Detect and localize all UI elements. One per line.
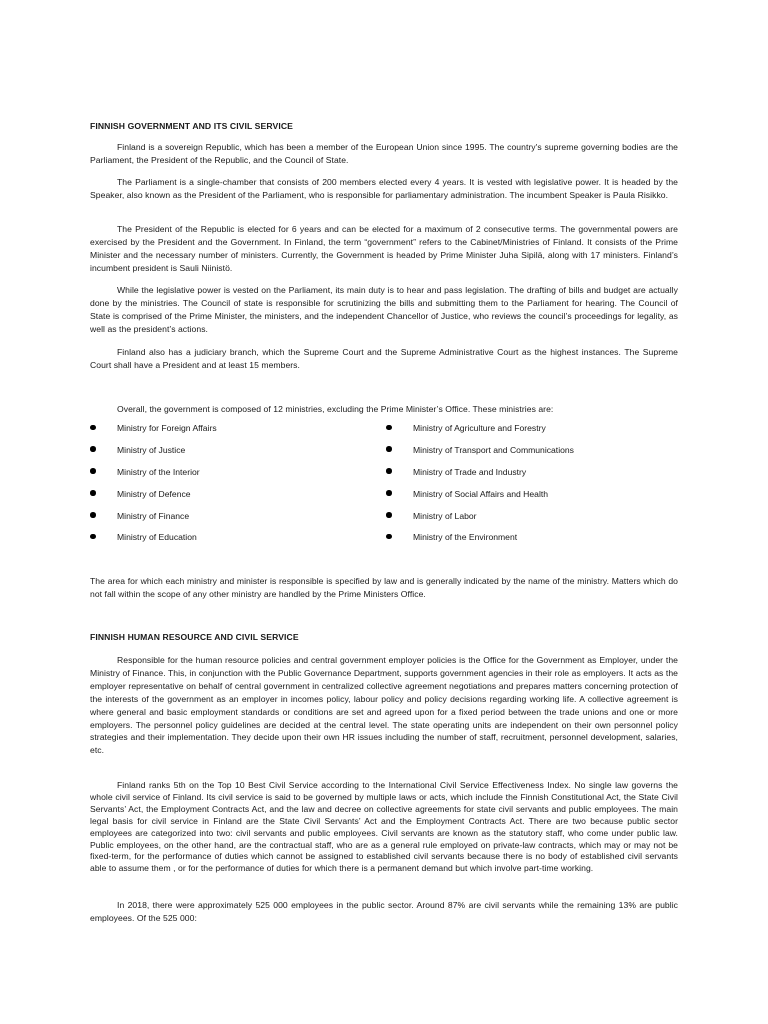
ministry-label: Ministry of the Environment <box>413 532 518 543</box>
paragraph-president: The President of the Republic is elected for 6 years and can be elected for a maximum of 2 consecutive terms. The governmental powers are exercised by the President and the Government. In Finland, the term “government” refers to the Cabinet/Ministries of Finland. It consists of the Prime Minister and the necessary number of ministers. Currently, the Government is headed by Prime Minister Juha Sipilä, along with 17 ministers. Finland’s incumbent president is Sauli Niinistö. <box>90 224 678 273</box>
ministry-label: Ministry of Social Affairs and Health <box>413 488 549 499</box>
list-item <box>90 488 350 510</box>
bullet-icon <box>386 425 392 431</box>
ministry-label: Ministry of Agriculture and Forestry <box>413 423 546 433</box>
bullet-icon <box>386 446 392 452</box>
paragraph-hr-policies: Responsible for the human resource policies and central government employer policies is the Office for the Government as Employer, under the Ministry of Finance. This, in conjunction with the Public Governance Department, supports government agencies in their role as employers. It acts as the employer representative on behalf of central government in centralized collective agreement negotiations and prepares matters concerning protection of the interests of the government as an employer in incomes policy, labour policy and policy decisions regarding working life. A collective agreement is where general and basic employment standards or conditions are set and agreed upon for a fixed period between the trade unions and one or more employers. The personnel policy guidelines are decided at the central level. The state operating units are independent on their own personnel policy strategies and their implementation. They decide upon their own HR issues including the number of staff, recruitment, personnel development, salaries, etc. <box>90 655 678 756</box>
bullet-icon <box>90 512 96 518</box>
paragraph-civil-service-laws: Finland ranks 5th on the Top 10 Best Civil Service according to the International Civil Service Effectiveness Index. No single law governs the whole civil service of Finland. Its civil service is said to be governed by multiple laws or acts, which include the Finnish Constitutional Act, the State Civil Servants’ Act, the Employment Contracts Act, and the law and decree on collective agreements for state civil servants and public employees. The main legal basis for civil service in Finland are the State Civil Servants’ Act and the Employment Contracts Act. There are two because public sector employees are categorized into two: civil servants and public employees. Civil servants are known as the statutory staff, who come under public law. Public employees, on the other hand, are the contractual staff, who are as a general rule employed on private-law contracts, which may or may not be fixed-term, for the performance of duties which cannot be assigned to established civil servants because there is no body of established civil servants able to assume them , or for the performance of duties for which there is a permanent demand but which involve part-time working. <box>90 780 678 874</box>
bullet-icon <box>90 490 96 496</box>
list-item <box>386 510 646 532</box>
ministries-list-left <box>90 422 350 553</box>
ministry-label: Ministry of the Interior <box>117 466 200 477</box>
list-item <box>90 531 350 553</box>
list-item <box>386 422 646 444</box>
list-item <box>90 510 350 532</box>
ministry-label: Ministry of Transport and Communications <box>413 444 574 455</box>
bullet-icon <box>90 468 96 474</box>
list-item <box>386 466 646 488</box>
ministry-label: Ministry of Education <box>117 532 197 543</box>
ministry-label: Ministry of Trade and Industry <box>413 466 527 477</box>
paragraph-judiciary: Finland also has a judiciary branch, which the Supreme Court and the Supreme Administrative Court as the highest instances. The Supreme Court shall have a President and at least 15 members. <box>90 347 678 370</box>
bullet-icon <box>386 468 392 474</box>
bullet-icon <box>386 512 392 518</box>
list-item <box>90 466 350 488</box>
list-item <box>386 488 646 510</box>
bullet-icon <box>90 446 96 452</box>
list-item <box>90 444 350 466</box>
list-item <box>90 422 350 444</box>
paragraph-ministry-responsibility: The area for which each ministry and minister is responsible is specified by law and is generally indicated by the name of the ministry. Matters which do not fall within the scope of any other ministry are handled by the Prime Ministers Office. <box>90 576 678 599</box>
bullet-icon <box>90 425 96 431</box>
list-item <box>386 531 646 553</box>
ministry-label: Ministry of Defence <box>117 488 191 499</box>
ministry-label: Ministry of Labor <box>413 510 477 521</box>
paragraph-employee-stats: In 2018, there were approximately 525 000 employees in the public sector. Around 87% are civil servants while the remaining 13% are public employees. Of the 525 000: <box>90 900 678 923</box>
ministries-list-right <box>386 422 646 553</box>
paragraph-finland-republic: Finland is a sovereign Republic, which has been a member of the European Union since 1995. The country's supreme governing bodies are the Parliament, the President of the Republic, and the Council of State. <box>90 142 678 165</box>
section-heading-government: FINNISH GOVERNMENT AND ITS CIVIL SERVICE <box>90 121 293 131</box>
bullet-icon <box>386 534 392 540</box>
bullet-icon <box>90 534 96 540</box>
bullet-icon <box>386 490 392 496</box>
ministry-label: Ministry of Finance <box>117 510 190 521</box>
ministry-label: Ministry for Foreign Affairs <box>117 423 217 433</box>
paragraph-parliament: The Parliament is a single-chamber that consists of 200 members elected every 4 years. It is vested with legislative power. It is headed by the Speaker, also known as the President of the Parliament, who is responsible for parliamentary administration. The incumbent Speaker is Paula Risikko. <box>90 177 678 200</box>
paragraph-ministries-intro: Overall, the government is composed of 12 ministries, excluding the Prime Minister’s Office. These ministries are: <box>117 404 554 414</box>
list-item <box>386 444 646 466</box>
ministry-label: Ministry of Justice <box>117 444 186 455</box>
section-heading-hr: FINNISH HUMAN RESOURCE AND CIVIL SERVICE <box>90 632 299 642</box>
paragraph-legislative-power: While the legislative power is vested on the Parliament, its main duty is to hear and pass legislation. The drafting of bills and budget are actually done by the ministries. The Council of state is responsible for scrutinizing the bills and submitting them to the Parliament for hearing. The Council of State is comprised of the Prime Minister, the ministers, and the independent Chancellor of Justice, who reviews the council’s proceedings for legality, as well as the president’s actions. <box>90 285 678 334</box>
